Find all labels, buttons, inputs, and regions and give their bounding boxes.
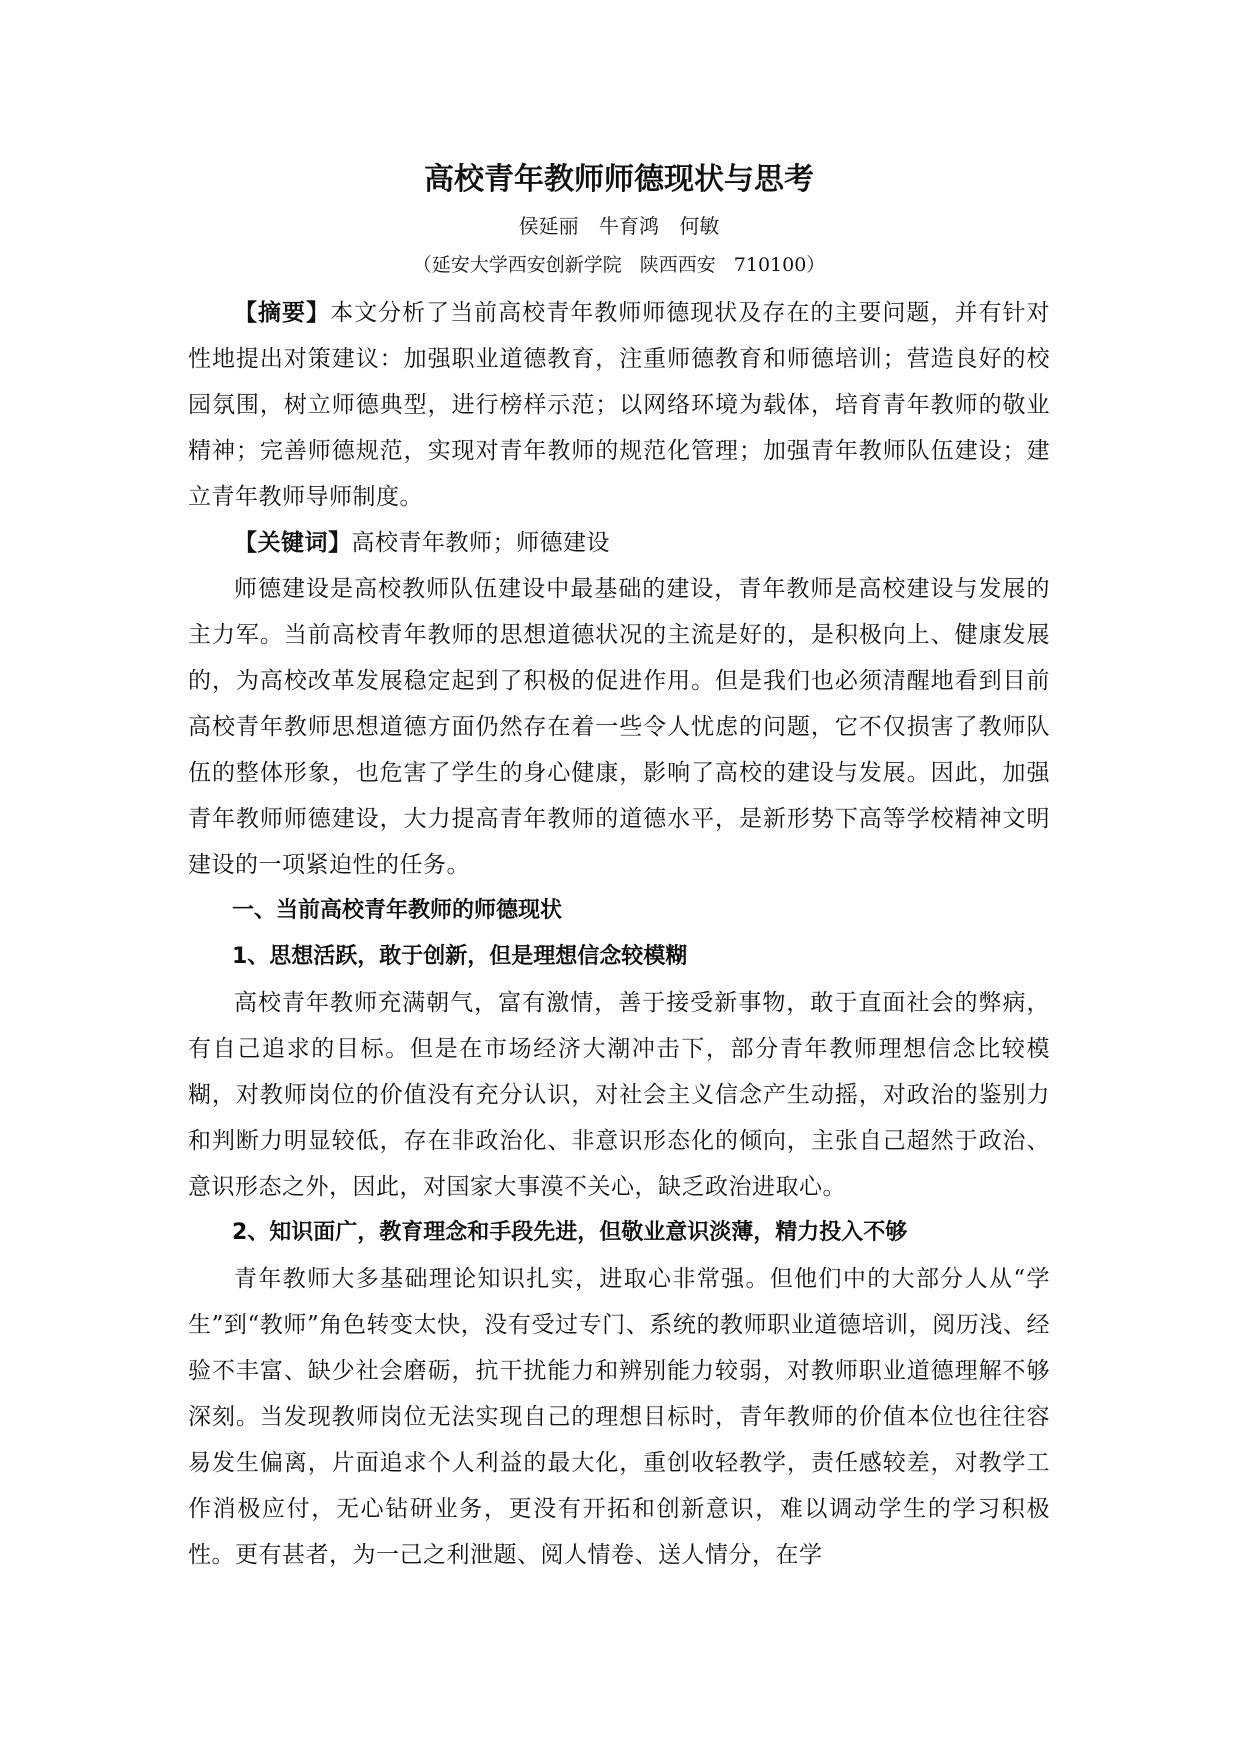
abstract <box>188 290 1050 520</box>
paper-title: 高校青年教师师德现状与思考 <box>424 162 814 197</box>
subsection-1-paragraph: 高校青年教师充满朝气，富有激情，善于接受新事物，敢于直面社会的弊病，有自己追求的目标。但是在市场经济大潮冲击下，部分青年教师理想信念比较模糊，对教师岗位的价值没有充分认识，对社会主义信念产生动摇，对政治的鉴别力和判断力明显较低，存在非政治化、非意识形态化的倾向，主张自己超然于政治、意识形态之外，因此，对国家大事漠不关心，缺乏政治进取心。 <box>188 990 1050 1200</box>
authors: 侯延丽 牛育鸿 何敏 <box>518 214 720 238</box>
subsection-heading-2: 2、知识面广，教育理念和手段先进，但敬业意识淡薄，精力投入不够 <box>232 1220 908 1245</box>
affiliation: （延安大学西安创新学院 陕西西安 710100） <box>412 254 826 276</box>
subsection-2-paragraph: 青年教师大多基础理论知识扎实，进取心非常强。但他们中的大部分人从“学生”到“教师”角色转变太快，没有受过专门、系统的教师职业道德培训，阅历浅、经验不丰富、缺少社会磨砺，抗干扰能力和辨别能力较弱，对教师职业道德理解不够深刻。当发现教师岗位无法实现自己的理想目标时，青年教师的价值本位也往往容易发生偏离，片面追求个人利益的最大化，重创收轻教学，责任感较差，对教学工作消极应付，无心钻研业务，更没有开拓和创新意识，难以调动学生的学习积极性。更有甚者，为一己之利泄题、阅人情卷、送人情分，在学 <box>188 1266 1050 1568</box>
keywords <box>188 520 1050 566</box>
document-page <box>188 160 1050 1578</box>
keywords-text: 高校青年教师；师德建设 <box>351 530 610 556</box>
intro-paragraph: 师德建设是高校教师队伍建设中最基础的建设，青年教师是高校建设与发展的主力军。当前高校青年教师的思想道德状况的主流是好的，是积极向上、健康发展的，为高校改革发展稳定起到了积极的促进作用。但是我们也必须清醒地看到目前高校青年教师思想道德方面仍然存在着一些令人忧虑的问题，它不仅损害了教师队伍的整体形象，也危害了学生的身心健康，影响了高校的建设与发展。因此，加强青年教师师德建设，大力提高青年教师的道德水平，是新形势下高等学校精神文明建设的一项紧迫性的任务。 <box>188 576 1050 878</box>
section-heading-1: 一、当前高校青年教师的师德现状 <box>232 898 563 923</box>
subsection-heading-1: 1、思想活跃，敢于创新，但是理想信念较模糊 <box>232 944 688 969</box>
abstract-text: 本文分析了当前高校青年教师师德现状及存在的主要问题，并有针对性地提出对策建议：加强职业道德教育，注重师德教育和师德培训；营造良好的校园氛围，树立师德典型，进行榜样示范；以网络环境为载体，培育青年教师的敬业精神；完善师德规范，实现对青年教师的规范化管理；加强青年教师队伍建设；建立青年教师导师制度。 <box>188 300 1051 510</box>
keywords-label: 【关键词】 <box>234 530 352 556</box>
abstract-label: 【摘要】 <box>234 300 331 326</box>
